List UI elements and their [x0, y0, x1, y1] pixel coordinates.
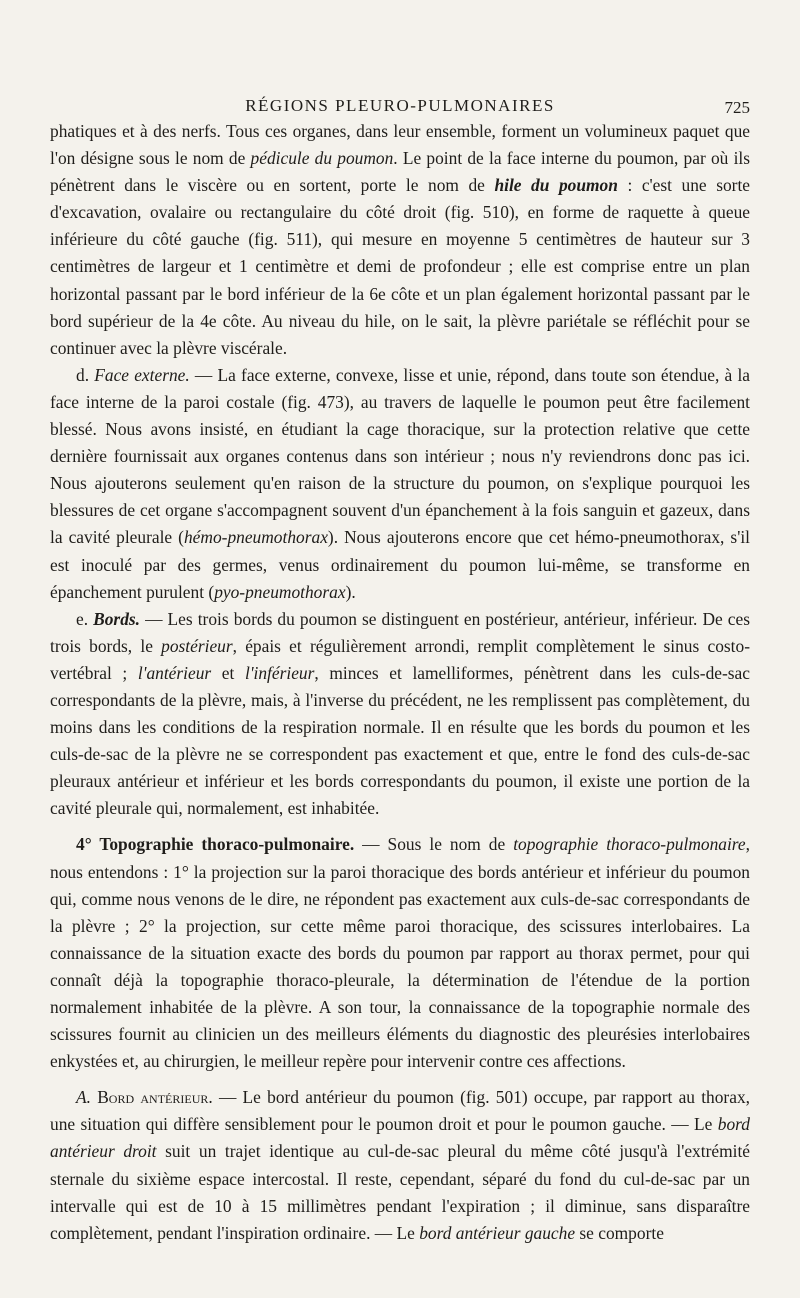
term-posterieur: postérieur [161, 635, 233, 656]
running-title: RÉGIONS PLEURO-PULMONAIRES [245, 96, 555, 115]
text-run: ). Nous ajouterons encore que cet hémo-pneumothorax, s'il est inoculé par des germes, venus ordinairement du poumon lui-même, se transforme en épanchement purulent ( [50, 527, 750, 602]
paragraph-topographie [50, 831, 750, 1075]
text-run: ). [345, 581, 356, 602]
subsection-letter: A. [76, 1087, 91, 1108]
text-run: — Le bord antérieur du poumon (fig. 501) occupe, par rapport au thorax, une situation qui diffère sensiblement pour le poumon droit et pour le poumon gauche. — Le [50, 1087, 750, 1135]
text-run: — La face externe, convexe, lisse et unie, répond, dans toute son étendue, à la face interne de la paroi costale (fig. 473), au travers de laquelle le poumon peut être facilement blessé. Nous avons insisté, en étudiant la cage thoracique, sur la protection relative que cette dernière fournissait aux organes contenus dans son intérieur ; nous n'y reviendrons donc pas ici. Nous ajouterons seulement qu'en raison de la structure du poumon, on s'explique pourquoi les blessures de cet organe s'accompagnent souvent d'un épanchement à la fois sanguin et gazeux, dans la cavité pleurale ( [50, 364, 751, 548]
text-run: — Les trois bords du poumon se distinguent en postérieur, antérieur, inférieur. De ces trois bords, le [50, 608, 750, 656]
text-run: : c'est une sorte d'excavation, ovalaire ou rectangulaire du côté droit (fig. 510), en forme de raquette à queue inférieure du côté gauche (fig. 511), qui mesure en moyenne 5 centimètres de hauteur sur 3 centimètres de largeur et 1 centimètre et demi de profondeur ; elle est comprise entre un plan horizontal passant par le bord inférieur de la 6e côte et un plan également horizontal passant par le bord supérieur de la 4e côte. Au niveau du hile, on le sait, la plèvre pariétale se réfléchit pour se continuer avec la plèvre viscérale. [50, 175, 750, 358]
paragraph-spacer [50, 1075, 750, 1084]
paragraph-hile [50, 118, 750, 362]
text-run: , épais et régulièrement arrondi, remplit complètement le sinus costo-vertébral ; [50, 635, 750, 683]
term-hemo-pneumothorax: hémo-pneumothorax [183, 527, 328, 548]
paragraph-bord-anterieur [50, 1084, 750, 1247]
text-run: e. [76, 608, 94, 629]
term-bord-anterieur-gauche: bord antérieur gauche [419, 1222, 576, 1243]
term-bord-anterieur-droit: bord antérieur droit [50, 1114, 750, 1162]
paragraph-bords [50, 606, 750, 823]
text-run: phatiques et à des nerfs. Tous ces organes, dans leur ensemble, forment un volumineux paquet que l'on désigne sous le nom de [50, 121, 750, 169]
term-pedicule: pédicule du poumon [250, 148, 394, 169]
section-heading-topographie: 4° Topographie thoraco-pulmonaire. [76, 834, 355, 855]
section-heading-bords: Bords. [93, 608, 141, 629]
text-run: . Le point de la face interne du poumon, par où ils pénètrent dans le viscère ou en sortent, porte le nom de [50, 148, 750, 196]
text-run: , minces et lamelliformes, pénètrent dans les culs-de-sac correspondants de la plèvre, mais, à l'inverse du précédent, ne les remplissent pas complètement, du moins dans les conditions de la respiration normale. Il en résulte que les bords du poumon et les culs-de-sac de la plèvre ne se correspondent pas exactement et que, entre le fond des culs-de-sac pleuraux antérieur et inférieur et les bords correspondants du poumon, il existe une portion de la cavité pleurale qui, normalement, est inhabitée. [50, 662, 750, 819]
text-run: , nous entendons : 1° la projection sur la paroi thoracique des bords antérieur et inférieur du poumon qui, comme nous venons de le dire, ne répondent pas exactement aux culs-de-sac correspondants de la plèvre ; 2° la projection, sur cette même paroi thoracique, des scissures interlobaires. La connaissance de la situation exacte des bords du poumon par rapport au thorax permet, pour qui connaît déjà la topographie thoraco-pleurale, la détermination de l'étendue de la portion normalement inhabitée de la plèvre. A son tour, la connaissance de la topographie normale des scissures fournit au clinicien un des meilleurs éléments du diagnostic des pleurésies interlobaires enkystées et, au chirurgien, le meilleur repère pour intervenir contre ces affections. [50, 834, 750, 1072]
text-run: suit un trajet identique au cul-de-sac pleural du même côté jusqu'à l'extrémité sternale du sixième espace intercostal. Il reste, cependant, séparé du fond du cul-de-sac par un intervalle qui est de 10 à 15 millimètres pendant l'expiration ; il diminue, sans disparaître complètement, pendant l'inspiration ordinaire. — Le [50, 1141, 750, 1243]
term-inferieur: l'inférieur [244, 662, 315, 683]
term-anterieur: l'antérieur [137, 662, 212, 683]
text-run: d. [76, 364, 95, 385]
term-topographie: topographie thoraco-pulmonaire [513, 834, 746, 855]
section-heading-face-externe: Face externe. [94, 364, 190, 385]
page-number: 725 [724, 98, 750, 117]
term-pyo-pneumothorax: pyo-pneumothorax [214, 581, 346, 602]
text-run: se comporte [575, 1222, 664, 1243]
text-run: et [211, 662, 245, 683]
subsection-heading-bord-anterieur: Bord antérieur. [90, 1087, 213, 1108]
term-hile: hile du poumon [494, 175, 618, 196]
text-run: — Sous le nom de [354, 834, 514, 855]
paragraph-face-externe [50, 362, 750, 606]
body-text [50, 118, 750, 1247]
paragraph-spacer [50, 822, 750, 831]
